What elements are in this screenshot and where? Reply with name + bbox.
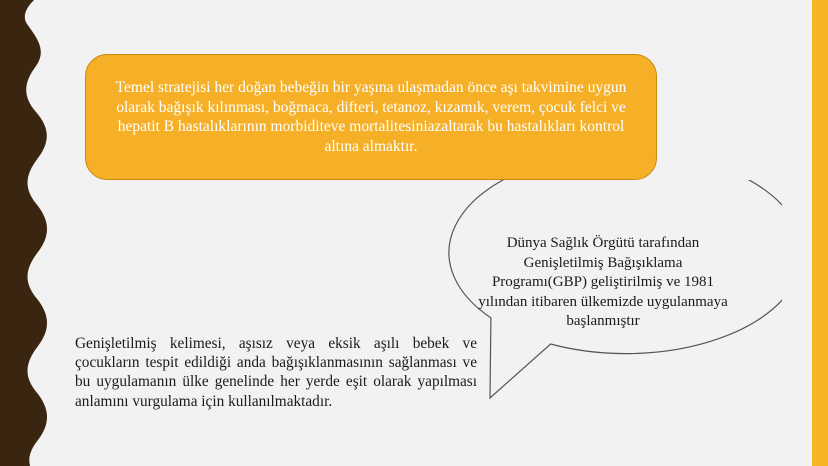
wavy-left-border [0, 0, 70, 466]
right-accent-bar [812, 0, 828, 466]
highlight-box-text: Temel stratejisi her doğan bebeğin bir yaşına ulaşmadan önce aşı takvimine uygun olarak bağışık kılınması, boğmaca, difteri, tetanoz, kızamık, verem, çocuk felci ve hepatit B hastalıklarının morbiditeve mortalitesiniazaltarak bu hastalıkları kontrol altına almaktır. [115, 79, 627, 155]
callout-text: Dünya Sağlık Örgütü tarafından Genişletilmiş Bağışıklama Programı(GBP) geliştirilmiş ve 1981 yılından itibaren ülkemizde uygulanmaya başlanmıştır [478, 235, 728, 329]
border-shape [0, 0, 47, 466]
highlight-box [85, 54, 657, 180]
body-paragraph: Genişletilmiş kelimesi, aşısız veya eksik aşılı bebek ve çocukların tespit edildiği anda bağışıklanmasının sağlanması ve bu uygulamanın ülke genelinde her yerde eşit olarak yapılması anlamını vurgulama için kullanılmaktadır. [75, 335, 477, 410]
